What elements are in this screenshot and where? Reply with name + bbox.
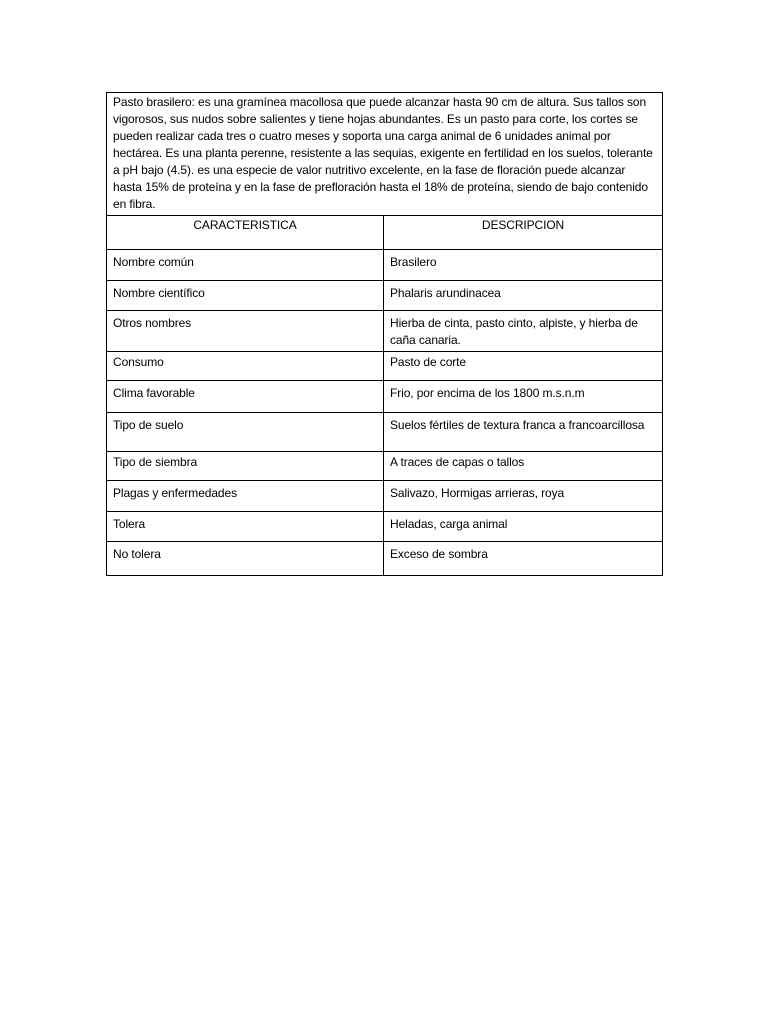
characteristic-cell: Plagas y enfermedades <box>107 481 384 512</box>
characteristic-cell: No tolera <box>107 542 384 576</box>
description-cell: Suelos fértiles de textura franca a francoarcillosa <box>384 413 663 452</box>
characteristic-cell: Nombre científico <box>107 281 384 311</box>
header-row <box>107 216 663 250</box>
description-cell: Heladas, carga animal <box>384 512 663 542</box>
table-row <box>107 250 663 281</box>
characteristic-cell: Otros nombres <box>107 311 384 352</box>
table-row <box>107 542 663 576</box>
table-row <box>107 481 663 512</box>
table-row <box>107 452 663 481</box>
characteristics-table <box>106 92 663 576</box>
characteristic-cell: Consumo <box>107 352 384 381</box>
table-row <box>107 352 663 381</box>
characteristic-cell: Tipo de siembra <box>107 452 384 481</box>
characteristic-cell: Clima favorable <box>107 381 384 413</box>
table-row <box>107 281 663 311</box>
header-characteristic: CARACTERISTICA <box>107 216 384 250</box>
characteristic-cell: Tipo de suelo <box>107 413 384 452</box>
table-row <box>107 413 663 452</box>
table-row <box>107 512 663 542</box>
description-cell: Frio, por encima de los 1800 m.s.n.m <box>384 381 663 413</box>
description-cell: Pasto de corte <box>384 352 663 381</box>
table-row <box>107 381 663 413</box>
description-cell: Phalaris arundinacea <box>384 281 663 311</box>
table-row <box>107 311 663 352</box>
intro-row <box>107 93 663 216</box>
description-cell: Brasilero <box>384 250 663 281</box>
description-cell: A traces de capas o tallos <box>384 452 663 481</box>
header-description: DESCRIPCION <box>384 216 663 250</box>
description-cell: Hierba de cinta, pasto cinto, alpiste, y hierba de caña canaria. <box>384 311 663 352</box>
characteristic-cell: Tolera <box>107 512 384 542</box>
intro-paragraph: Pasto brasilero: es una gramínea macollosa que puede alcanzar hasta 90 cm de altura. Sus tallos son vigorosos, sus nudos sobre salientes y tiene hojas abundantes. Es un pasto para corte, los cortes se pueden realizar cada tres o cuatro meses y soporta una carga animal de 6 unidades animal por hectárea. Es una planta perenne, resistente a las sequias, exigente en fertilidad en los suelos, tolerante a pH bajo (4.5). es una especie de valor nutritivo excelente, en la fase de floración puede alcanzar hasta 15% de proteína y en la fase de prefloración hasta el 18% de proteína, siendo de bajo contenido en fibra. <box>107 93 663 216</box>
characteristic-cell: Nombre común <box>107 250 384 281</box>
description-cell: Salivazo, Hormigas arrieras, roya <box>384 481 663 512</box>
description-cell: Exceso de sombra <box>384 542 663 576</box>
